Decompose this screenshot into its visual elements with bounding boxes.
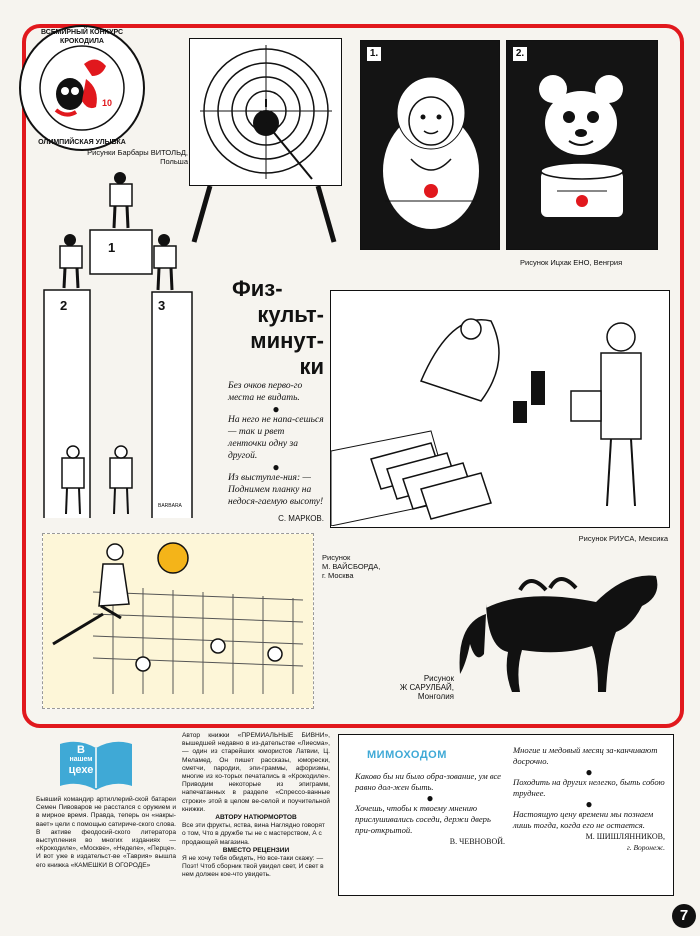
- epigram-verse-2: Я не хочу тебя обидеть, Но все-таки скажу: — Поэт! Чтоб сборник твой увидел свет, И свет в нем должен кое-что увидеть.: [182, 855, 324, 879]
- seal-ring-text: ВСЕМИРНЫЙ КОНКУРС КРОКОДИЛА: [40, 29, 124, 45]
- olympic-bear-cartoon: [506, 40, 658, 250]
- column-pivovarov: Бывший командир артиллерий-ской батареи Семен Пивоваров не расстался с оружием и в мирное время. Правда, теперь он «накры-вает» цели с помощью сатириче-ского слова. В активе феодосий-ского литератора выступления во многих изданиях — «Крокодиле», «Москве», «Неделе», «Перце». И вот уже в издательст-ве «Таврия» вышла его книжка «КАМЕШКИ В ОГОРОДЕ»: [36, 796, 176, 869]
- poem-stanza-2: На него не напа-сешься — так и рвет ленточки одну за другой.: [228, 415, 324, 461]
- aphorism-right-3: Настоящую цену времени мы познаем лишь тогда, когда его не остается.: [513, 809, 654, 830]
- epigram-heading-2: ВМЕСТО РЕЦЕНЗИИ: [222, 846, 290, 854]
- contest-seal-logo: [18, 24, 146, 152]
- caption-eno: Рисунок Ицхак ЕНО, Венгрия: [520, 258, 623, 267]
- caption-sarulbai-line-3: Монголия: [417, 692, 454, 701]
- poem-stanza-1: Без очков перво-го места не видать.: [228, 381, 303, 403]
- target-cartoon: [189, 38, 342, 186]
- caption-sarulbai-line-2: Ж САРУЛБАЙ,: [399, 683, 454, 692]
- caption-vitold: [38, 148, 188, 166]
- mimohodom-right-column: [513, 745, 665, 853]
- aphorism-right-city: г. Воронеж.: [626, 843, 665, 852]
- caption-sarulbai: [370, 674, 454, 701]
- rubric-label-line-2: нашем: [69, 756, 93, 763]
- bullet-dot: ●: [585, 797, 593, 811]
- column-melamed: [182, 732, 330, 880]
- podium-signature: BARBARA: [158, 503, 182, 509]
- caption-vaisbord-line-1: Рисунок: [322, 553, 351, 562]
- poem-title-line-3: минут-: [250, 328, 324, 353]
- poem-stanza-3: Из выступле-ния: — Поднимем планку на недося-гаемую высоту!: [228, 473, 324, 507]
- caption-sarulbai-line-1: Рисунок: [423, 674, 454, 683]
- poem-author: С. МАРКОВ.: [278, 514, 324, 523]
- mimohodom-box: [338, 734, 674, 896]
- caption-riusa: Рисунок РИУСА, Мексика: [578, 534, 668, 543]
- podium-cartoon: [30, 168, 200, 518]
- mimohodom-left-column: [355, 771, 505, 847]
- caption-vaisbord: [322, 553, 432, 580]
- aphorism-right-author: М. ШИШЛЯННИКОВ,: [585, 832, 665, 841]
- mimohodom-title: МИМОХОДОМ: [367, 749, 447, 761]
- caption-vaisbord-line-2: М. ВАЙСБОРДА,: [322, 562, 381, 571]
- poem-title-line-1: Физ-: [232, 276, 283, 301]
- caption-vaisbord-line-3: г. Москва: [322, 571, 354, 580]
- panel-number-2: 2.: [513, 47, 527, 61]
- seal-bottom-text: ОЛИМПИЙСКАЯ УЛЫБКА: [38, 139, 126, 146]
- poem-body: [228, 380, 324, 508]
- bullet-dot: ●: [585, 765, 593, 779]
- hurdles-cartoon: [330, 290, 670, 528]
- rubric-label: [64, 744, 98, 776]
- bullet-dot: ●: [426, 791, 434, 805]
- rubric-label-line-1: В: [77, 744, 85, 756]
- caption-vitold-name: Рисунки Барбары ВИТОЛЬД,: [87, 148, 188, 157]
- poem-title-line-4: ки: [299, 354, 324, 379]
- bullet-dot: ●: [272, 460, 280, 474]
- volleyball-cartoon: [42, 533, 314, 709]
- caption-vitold-country: Польша: [160, 157, 188, 166]
- rubric-label-line-3: цехе: [68, 764, 94, 776]
- poem-title: [232, 276, 324, 380]
- poem-title-line-2: культ-: [257, 302, 324, 327]
- horse-cartoon: [446, 568, 672, 700]
- podium-third-label: 3: [158, 298, 166, 313]
- target-easel: [190, 184, 340, 244]
- aphorism-right-1: Многие и медовый месяц за-канчивают досрочно.: [513, 745, 658, 766]
- aphorism-left-2: Хочешь, чтобы к твоему мнению прислушивались соседи, держи дверь при-открытой.: [355, 803, 491, 835]
- aphorism-right-2: Походить на других нелегко, быть собою труднее.: [513, 777, 665, 798]
- column-melamed-intro: Автор книжки «ПРЕМИАЛЬНЫЕ БИВНИ», вышедшей недавно в из-дательстве «Лиесма», — один из старейших юмористов Латвии, Ц. Меламед. Он пишет рассказы, юморески, сметчи, пародии, эпи-граммы, афоризмы, многие из ко-торых печатались в «Крокодиле». Приводим некоторые из эпиграмм, напечатанных в разделе «Спрессо-ванные строки» этой в целом ве-селой и поучительной книжки.: [182, 732, 330, 813]
- podium-second-label: 2: [60, 298, 68, 313]
- rubric-logo: [54, 738, 136, 790]
- epigram-verse-1: Все эти фрукты, яства, вина Наглядно говорят о том, Что в дружбе ты не с мастерством, А с продающей магазина.: [182, 822, 325, 846]
- aphorism-left-1: Каково бы ни было обра-зование, ум все равно дол-жен быть.: [355, 771, 501, 792]
- panel-number-1: 1.: [367, 47, 381, 61]
- aphorism-left-author: В. ЧЕВНОВОЙ.: [449, 837, 505, 846]
- epigram-heading-1: АВТОРУ НАТЮРМОРТОВ: [215, 814, 297, 822]
- podium-first-label: 1: [108, 240, 116, 255]
- svg-text:10: 10: [102, 98, 113, 108]
- matryoshka-cartoon: [360, 40, 500, 250]
- page-number: 7: [672, 904, 696, 928]
- bullet-dot: ●: [272, 402, 280, 416]
